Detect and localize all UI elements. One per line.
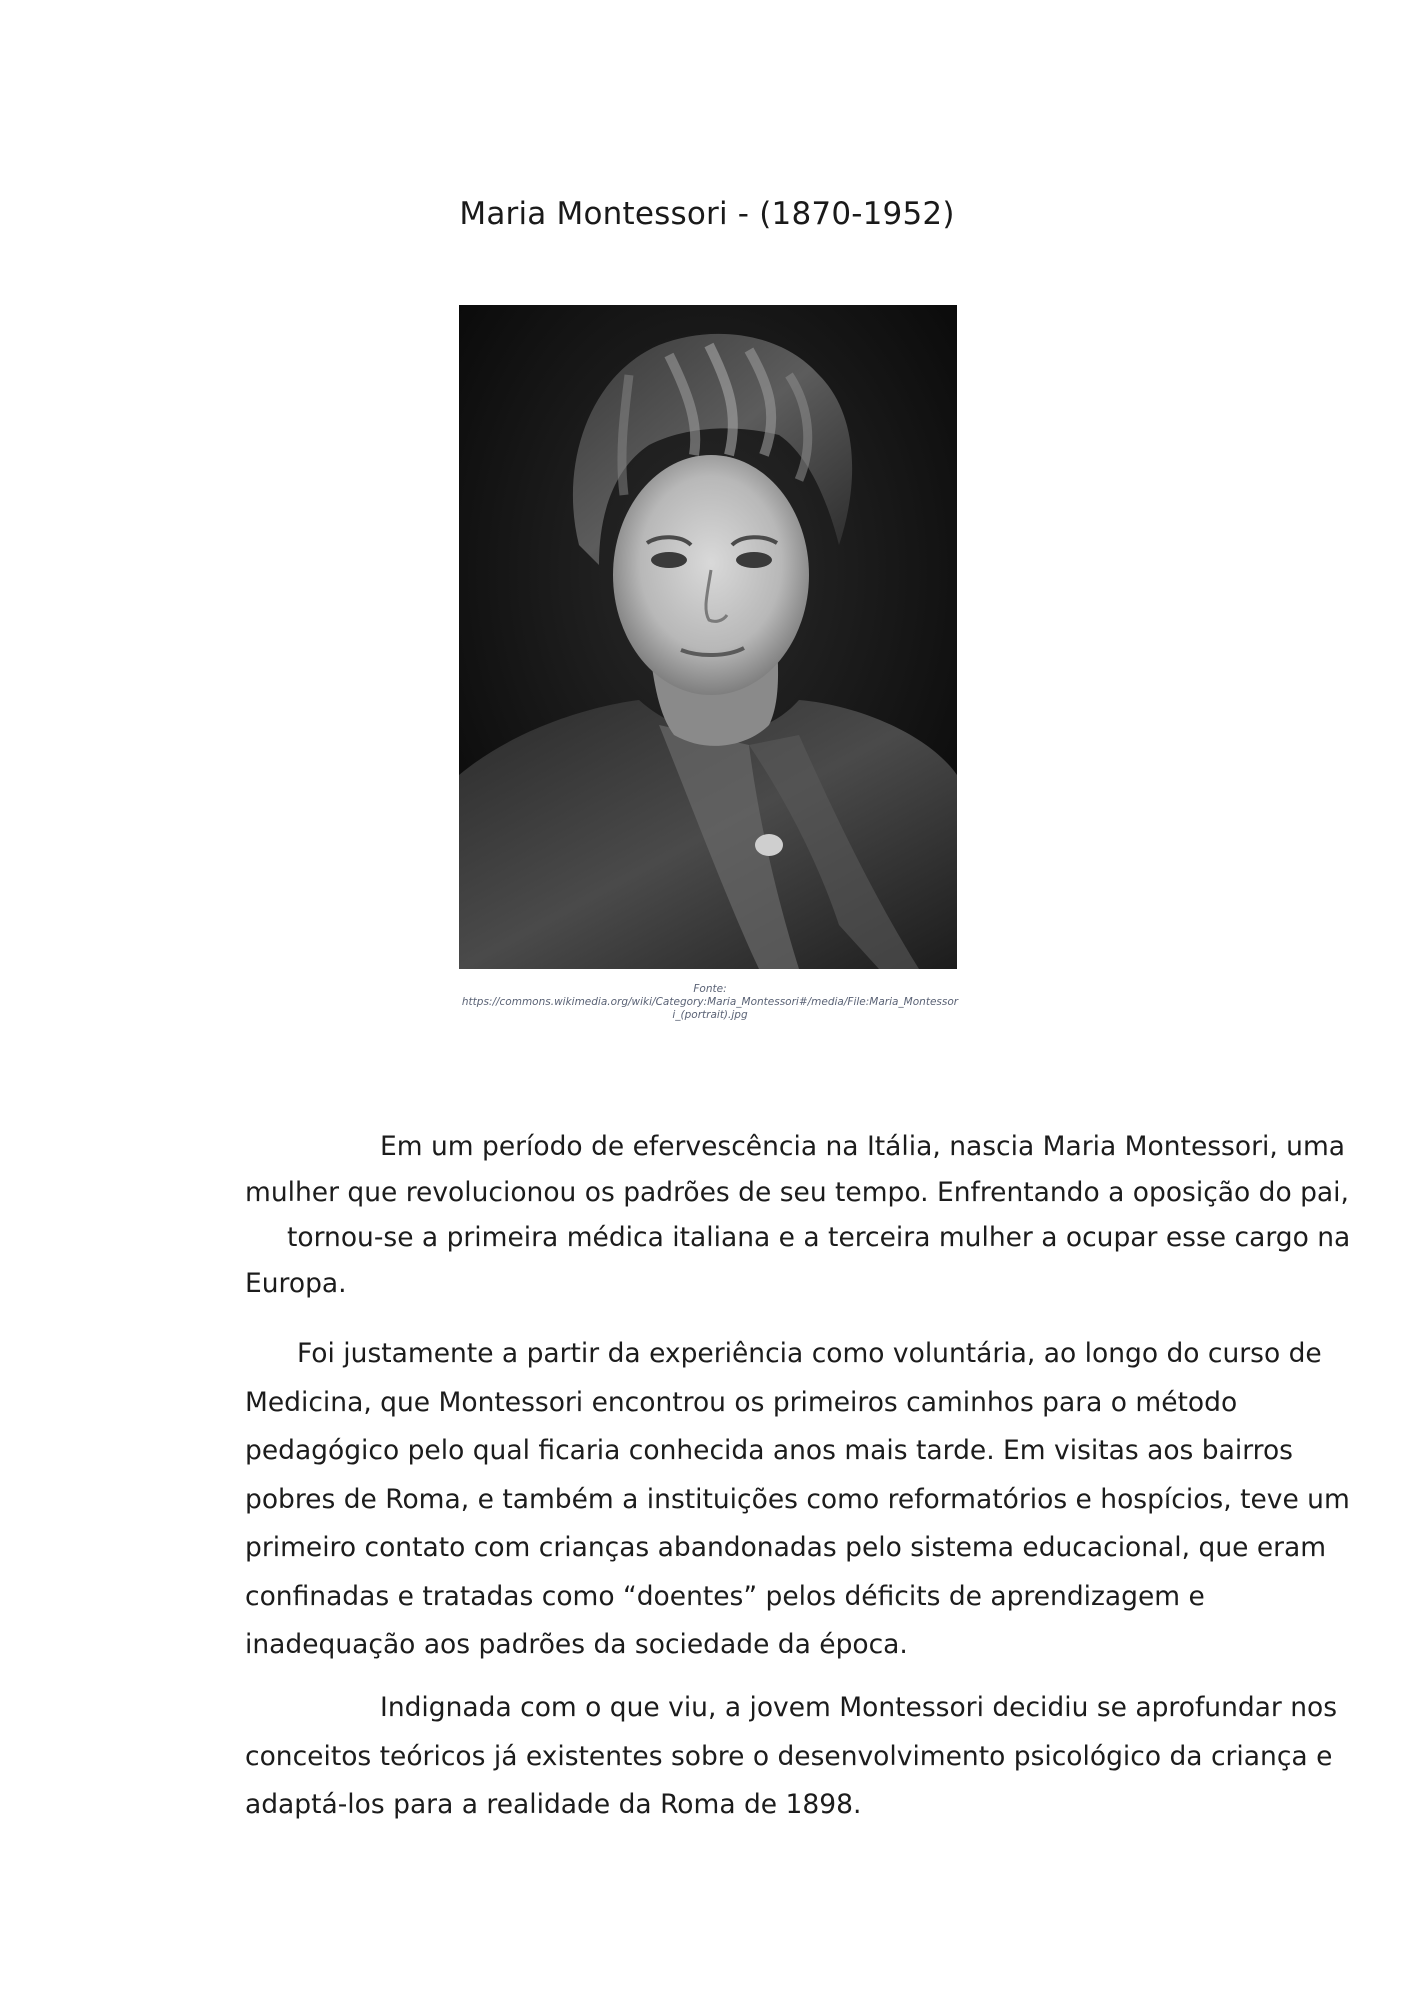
page-title: Maria Montessori - (1870-1952)	[459, 196, 955, 232]
paragraph-line: Foi justamente a partir da experiência como voluntária, ao longo do curso de	[297, 1338, 1322, 1369]
paragraph-line: confinadas e tratadas como “doentes” pelos déficits de aprendizagem e	[245, 1580, 1205, 1612]
paragraph-line: Medicina, que Montessori encontrou os primeiros caminhos para o método	[245, 1386, 1238, 1418]
caption-label: Fonte:	[693, 983, 727, 995]
paragraph-line: pedagógico pelo qual ficaria conhecida anos mais tarde. Em visitas aos bairros	[245, 1435, 1293, 1466]
paragraph-line: pobres de Roma, e também a instituições como reformatórios e hospícios, teve um	[245, 1483, 1350, 1515]
paragraph-2	[245, 1330, 1350, 1670]
paragraph-line: Europa.	[245, 1267, 347, 1299]
paragraph-1	[245, 1123, 1351, 1308]
caption-source-link[interactable]: https://commons.wikimedia.org/wiki/Category:Maria_Montessori#/media/File:Maria_Montessor	[461, 996, 959, 1008]
paragraph-line: tornou-se a primeira médica italiana e a terceira mulher a ocupar esse cargo na	[287, 1222, 1351, 1253]
paragraph-line: primeiro contato com crianças abandonadas pelo sistema educacional, que eram	[245, 1532, 1327, 1563]
image-caption	[455, 983, 965, 1022]
caption-source-link-continued[interactable]: i_(portrait).jpg	[672, 1009, 748, 1021]
paragraph-line: conceitos teóricos já existentes sobre o desenvolvimento psicológico da criança e	[245, 1740, 1333, 1772]
paragraph-line: inadequação aos padrões da sociedade da época.	[245, 1629, 908, 1660]
paragraph-line: Indignada com o que viu, a jovem Montessori decidiu se aprofundar nos	[380, 1692, 1338, 1723]
paragraph-3	[245, 1684, 1338, 1830]
paragraph-line: adaptá-los para a realidade da Roma de 1898.	[245, 1789, 862, 1820]
paragraph-line: Em um período de efervescência na Itália, nascia Maria Montessori, uma	[380, 1131, 1346, 1162]
paragraph-line: mulher que revolucionou os padrões de seu tempo. Enfrentando a oposição do pai,	[245, 1176, 1349, 1208]
portrait-photo	[459, 305, 957, 969]
